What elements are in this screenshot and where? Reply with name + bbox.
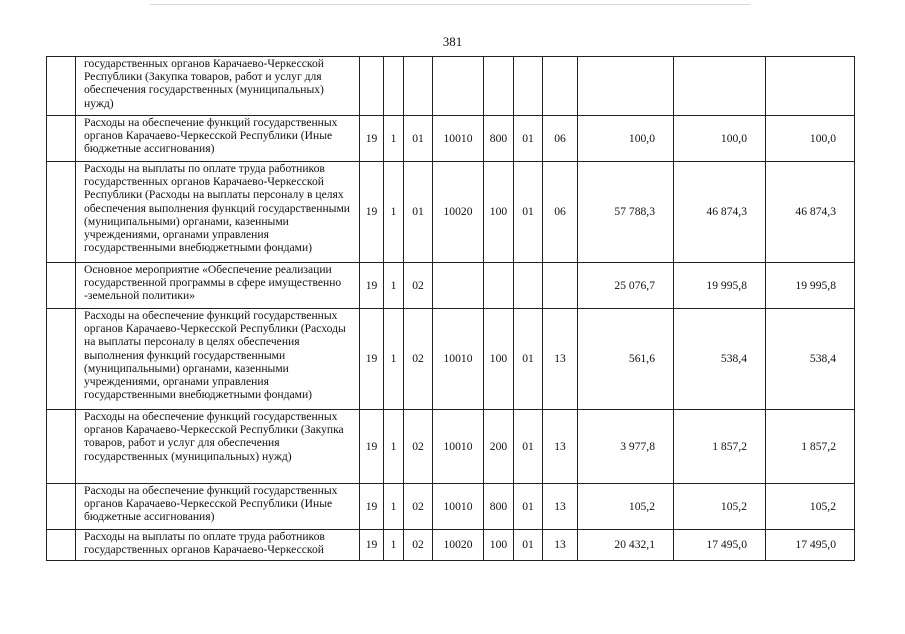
code-cell: 02	[404, 309, 433, 410]
index-cell	[47, 309, 76, 410]
code-cell	[360, 57, 384, 116]
code-cell: 01	[514, 530, 543, 561]
code-cell	[384, 57, 404, 116]
code-cell: 100	[484, 162, 514, 263]
table-row	[47, 530, 855, 561]
code-cell: 19	[360, 263, 384, 309]
amount-cell: 538,4	[766, 309, 855, 410]
table-row	[47, 309, 855, 410]
amount-cell	[578, 57, 674, 116]
code-cell	[514, 57, 543, 116]
code-cell	[543, 57, 578, 116]
code-cell: 19	[360, 309, 384, 410]
code-cell: 1	[384, 309, 404, 410]
amount-cell: 46 874,3	[766, 162, 855, 263]
row-description: Основное мероприятие «Обеспечение реализации государственной программы в сфере имущественно -земельной политики»	[76, 263, 360, 309]
amount-cell: 19 995,8	[766, 263, 855, 309]
code-cell: 800	[484, 116, 514, 162]
scan-top-edge	[150, 4, 750, 5]
budget-table	[46, 56, 855, 561]
code-cell: 200	[484, 410, 514, 484]
table-row	[47, 263, 855, 309]
row-description: Расходы на выплаты по оплате труда работников государственных органов Карачаево-Черкесской	[76, 530, 360, 561]
row-description: Расходы на обеспечение функций государственных органов Карачаево-Черкесской Республики (Закупка товаров, работ и услуг для обеспечения государственных (муниципальных) нужд)	[76, 410, 360, 484]
amount-cell: 3 977,8	[578, 410, 674, 484]
code-cell: 100	[484, 530, 514, 561]
code-cell: 06	[543, 116, 578, 162]
code-cell: 01	[404, 116, 433, 162]
amount-cell: 46 874,3	[674, 162, 766, 263]
amount-cell: 538,4	[674, 309, 766, 410]
table-row	[47, 116, 855, 162]
code-cell: 01	[514, 309, 543, 410]
amount-cell: 20 432,1	[578, 530, 674, 561]
code-cell: 13	[543, 484, 578, 530]
amount-cell: 105,2	[766, 484, 855, 530]
amount-cell: 561,6	[578, 309, 674, 410]
row-description: Расходы на обеспечение функций государственных органов Карачаево-Черкесской Республики (Иные бюджетные ассигнования)	[76, 116, 360, 162]
table-row	[47, 484, 855, 530]
code-cell: 13	[543, 530, 578, 561]
index-cell	[47, 484, 76, 530]
code-cell: 1	[384, 410, 404, 484]
code-cell: 1	[384, 116, 404, 162]
amount-cell: 57 788,3	[578, 162, 674, 263]
code-cell: 01	[404, 162, 433, 263]
code-cell: 02	[404, 484, 433, 530]
code-cell	[514, 263, 543, 309]
index-cell	[47, 57, 76, 116]
code-cell: 10010	[433, 116, 484, 162]
page-number: 381	[442, 34, 463, 49]
amount-cell: 17 495,0	[674, 530, 766, 561]
amount-cell: 25 076,7	[578, 263, 674, 309]
code-cell: 19	[360, 484, 384, 530]
code-cell: 19	[360, 410, 384, 484]
code-cell: 10010	[433, 309, 484, 410]
code-cell: 1	[384, 530, 404, 561]
code-cell: 1	[384, 162, 404, 263]
code-cell	[404, 57, 433, 116]
code-cell: 19	[360, 162, 384, 263]
amount-cell: 100,0	[674, 116, 766, 162]
code-cell: 1	[384, 263, 404, 309]
index-cell	[47, 530, 76, 561]
amount-cell: 1 857,2	[766, 410, 855, 484]
code-cell: 19	[360, 116, 384, 162]
amount-cell: 100,0	[578, 116, 674, 162]
code-cell	[433, 57, 484, 116]
index-cell	[47, 162, 76, 263]
code-cell: 13	[543, 309, 578, 410]
code-cell: 01	[514, 116, 543, 162]
code-cell: 01	[514, 162, 543, 263]
table-row	[47, 410, 855, 484]
amount-cell: 1 857,2	[674, 410, 766, 484]
code-cell: 10020	[433, 530, 484, 561]
code-cell: 10010	[433, 484, 484, 530]
code-cell: 19	[360, 530, 384, 561]
amount-cell	[674, 57, 766, 116]
index-cell	[47, 410, 76, 484]
table-row	[47, 57, 855, 116]
code-cell	[484, 263, 514, 309]
amount-cell: 105,2	[578, 484, 674, 530]
row-description: Расходы на обеспечение функций государственных органов Карачаево-Черкесской Республики (Иные бюджетные ассигнования)	[76, 484, 360, 530]
amount-cell: 17 495,0	[766, 530, 855, 561]
amount-cell: 100,0	[766, 116, 855, 162]
code-cell: 01	[514, 484, 543, 530]
amount-cell: 19 995,8	[674, 263, 766, 309]
code-cell: 100	[484, 309, 514, 410]
row-description: государственных органов Карачаево-Черкесской Республики (Закупка товаров, работ и услуг для обеспечения государственных (муниципальных) нужд)	[76, 57, 360, 116]
index-cell	[47, 116, 76, 162]
row-description: Расходы на обеспечение функций государственных органов Карачаево-Черкесской Республики (Расходы на выплаты персоналу в целях обеспечения выполнения функций государственными (муниципальными) органами, казенными учреждениями, органами управления государственными внебюджетными фондами)	[76, 309, 360, 410]
code-cell: 06	[543, 162, 578, 263]
code-cell	[543, 263, 578, 309]
code-cell: 10020	[433, 162, 484, 263]
code-cell: 02	[404, 410, 433, 484]
code-cell: 10010	[433, 410, 484, 484]
code-cell	[433, 263, 484, 309]
row-description: Расходы на выплаты по оплате труда работников государственных органов Карачаево-Черкесской Республики (Расходы на выплаты персоналу в целях обеспечения выполнения функций государственными (муниципальными) органами, казенными учреждениями, органами управления государственными внебюджетными фондами)	[76, 162, 360, 263]
index-cell	[47, 263, 76, 309]
code-cell: 02	[404, 263, 433, 309]
code-cell	[484, 57, 514, 116]
table-row	[47, 162, 855, 263]
code-cell: 02	[404, 530, 433, 561]
code-cell: 800	[484, 484, 514, 530]
code-cell: 1	[384, 484, 404, 530]
code-cell: 01	[514, 410, 543, 484]
code-cell: 13	[543, 410, 578, 484]
amount-cell: 105,2	[674, 484, 766, 530]
amount-cell	[766, 57, 855, 116]
